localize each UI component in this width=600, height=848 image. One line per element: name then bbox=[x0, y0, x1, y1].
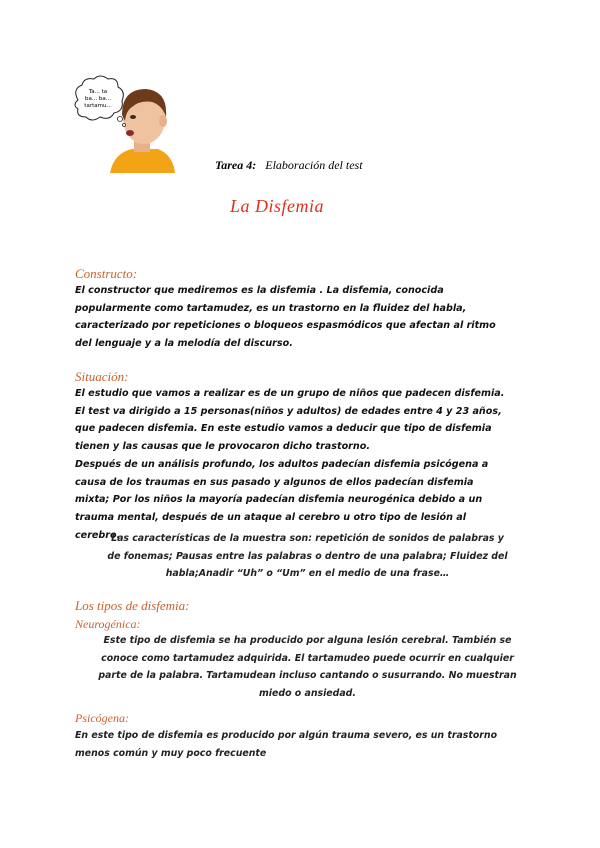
speech-bubble-line: tartamu... bbox=[84, 103, 112, 109]
psicogena-heading: Psicógena: bbox=[75, 711, 129, 725]
text-line: de fonemas; Pausas entre las palabras o dentro de una palabra; Fluidez del bbox=[107, 550, 508, 562]
text-line: El estudio que vamos a realizar es de un grupo de niños que padecen disfemia. bbox=[75, 388, 505, 399]
speech-bubble-line: ba... ba... bbox=[85, 96, 111, 102]
tipos-heading: Los tipos de disfemia: bbox=[75, 598, 190, 613]
neurogenica-heading: Neurogénica: bbox=[75, 617, 141, 631]
text-line: que padecen disfemia. En este estudio vamos a deducir que tipo de disfemia bbox=[75, 423, 492, 435]
document-title: La Disfemia bbox=[230, 196, 325, 216]
situacion-paragraph bbox=[75, 385, 535, 544]
text-line: tienen y las causas que le provocaron dicho trastorno. bbox=[75, 441, 370, 453]
text-line: popularmente como tartamudez, es un trastorno en la fluidez del habla, bbox=[75, 302, 467, 314]
text-line: del lenguaje y a la melodía del discurso. bbox=[75, 338, 293, 350]
sample-characteristics bbox=[80, 530, 535, 583]
neurogenica-paragraph bbox=[75, 632, 540, 702]
task-header bbox=[215, 158, 363, 173]
psicogena-paragraph bbox=[75, 727, 540, 762]
text-line: El test va dirigido a 15 personas(niños y adultos) de edades entre 4 y 23 años, bbox=[75, 405, 502, 417]
text-line: En este tipo de disfemia es producido por algún trauma severo, es un trastorno bbox=[75, 730, 498, 741]
constructo-paragraph bbox=[75, 282, 535, 353]
text-line: causa de los traumas en sus pasado y algunos de ellos padecían disfemia bbox=[75, 476, 474, 488]
text-line: parte de la palabra. Tartamudean incluso cantando o susurrando. No muestran bbox=[98, 670, 517, 681]
text-line: menos común y muy poco frecuente bbox=[75, 747, 267, 759]
speech-bubble-line: Ta... ta bbox=[88, 89, 108, 95]
text-line: Este tipo de disfemia se ha producido por alguna lesión cerebral. También se bbox=[103, 635, 512, 646]
text-line: miedo o ansiedad. bbox=[259, 687, 356, 699]
text-line: caracterizado por repeticiones o bloqueos espasmódicos que afectan al ritmo bbox=[75, 320, 496, 332]
stuttering-boy-illustration bbox=[70, 75, 175, 173]
text-line: conoce como tartamudez adquirida. El tartamudeo puede ocurrir en cualquier bbox=[101, 652, 514, 664]
text-line: Las características de la muestra son: repetición de sonidos de palabras y bbox=[111, 533, 504, 544]
text-line: Después de un análisis profundo, los adultos padecían disfemia psicógena a bbox=[75, 458, 489, 470]
text-line: mixta; Por los niños la mayoría padecían disfemia neurogénica debido a un bbox=[75, 494, 483, 506]
boy-speech-bubble-image bbox=[70, 75, 175, 173]
situacion-heading: Situación: bbox=[75, 369, 129, 384]
constructo-heading: Constructo: bbox=[75, 266, 138, 281]
text-line: trauma mental, después de un ataque al cerebro u otro tipo de lesión al bbox=[75, 511, 467, 523]
task-label: Tarea 4: bbox=[215, 158, 257, 172]
text-line: habla;Anadir “Uh” o “Um” en el medio de una frase… bbox=[165, 568, 450, 579]
task-title: Elaboración del test bbox=[265, 158, 363, 172]
text-line: cerebro. bbox=[75, 529, 121, 541]
text-line: El constructor que mediremos es la disfemia . La disfemia, conocida bbox=[75, 285, 444, 296]
